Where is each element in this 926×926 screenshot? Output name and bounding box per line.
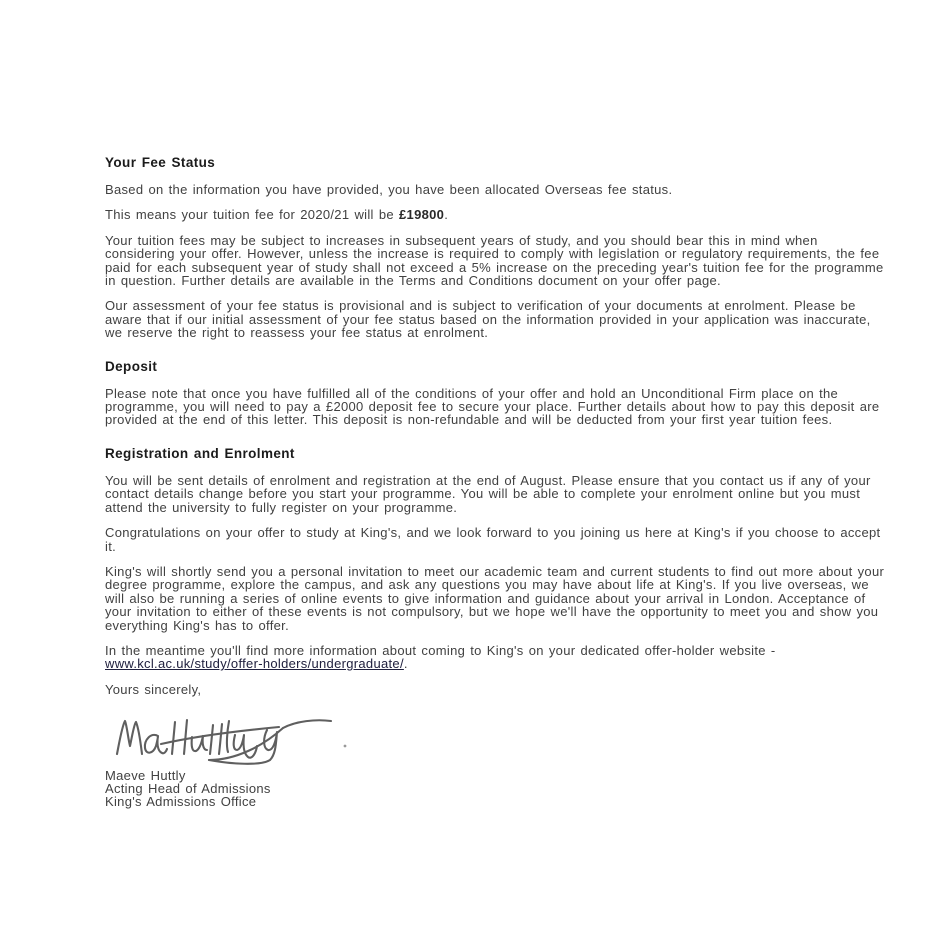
heading-deposit: Deposit — [105, 358, 158, 374]
paragraph-enrolment-details: You will be sent details of enrolment and registration at the end of August. Please ensure that you contact us if any of your contact details change before you start your programme. You will be able to complete your enrolment online but you must attend the university to fully register on your programme. — [105, 472, 871, 515]
signature-handwriting — [111, 708, 357, 768]
signature — [111, 708, 887, 768]
paragraph-fee-assessment: Our assessment of your fee status is provisional and is subject to verification of your documents at enrolment. Please be aware that if our initial assessment of your fee status based on the information provided in your application was inaccurate, we reserve the right to reassess your fee status at enrolment. — [105, 298, 871, 341]
valediction: Yours sincerely, — [105, 681, 202, 697]
paragraph-deposit-details: Please note that once you have fulfilled all of the conditions of your offer and hold an Unconditional Firm place on the programme, you will need to pay a £2000 deposit fee to secure your place. Further details about how to pay this deposit are provided at the end of this letter. This deposit is non-refundable and will be deducted from your first year tuition fees. — [105, 385, 880, 428]
heading-fee-status: Your Fee Status — [105, 155, 216, 170]
paragraph-tuition-fee-amount — [105, 208, 887, 221]
offer-holder-website-link[interactable]: www.kcl.ac.uk/study/offer-holders/undergraduate/ — [105, 656, 404, 672]
paragraph-fee-increases: Your tuition fees may be subject to increases in subsequent years of study, and you should bear this in mind when considering your offer. However, unless the increase is required to comply with legislation or regulatory requirements, the fee paid for each subsequent year of study shall not exceed a 5% increase on the preceding year's tuition fee for the programme in question. Further details are available in the Terms and Conditions document on your offer page. — [105, 232, 884, 289]
closing-block — [105, 770, 887, 808]
tuition-fee-period: . — [444, 207, 449, 223]
tuition-fee-amount: £19800 — [399, 207, 445, 223]
sender-title: Acting Head of Admissions — [105, 780, 271, 796]
pen-dot — [344, 745, 347, 748]
tuition-fee-text: This means your tuition fee for 2020/21 will be — [105, 207, 400, 223]
heading-registration-enrolment: Registration and Enrolment — [105, 445, 295, 461]
paragraph-fee-status-allocation: Based on the information you have provided, you have been allocated Overseas fee status. — [105, 182, 673, 197]
offer-holder-website-period: . — [403, 656, 408, 672]
sender-office: King's Admissions Office — [105, 793, 257, 809]
offer-holder-website-text: In the meantime you'll find more information about coming to King's on your dedicated offer-holder website - — [105, 642, 776, 658]
paragraph-invitation-events: King's will shortly send you a personal invitation to meet our academic team and current students to find out more about your degree programme, explore the campus, and ask any questions you may have about life at King's. If you live overseas, we will also be running a series of online events to give information and guidance about your arrival in London. Acceptance of your invitation to either of these events is not compulsory, but we hope we'll have the opportunity to meet you and show you everything King's has to offer. — [105, 563, 885, 633]
paragraph-congratulations: Congratulations on your offer to study at King's, and we look forward to you joining us here at King's if you choose to accept it. — [105, 525, 881, 554]
sender-name: Maeve Huttly — [105, 768, 186, 784]
letter-body — [105, 156, 887, 809]
paragraph-offer-holder-website — [105, 644, 887, 671]
